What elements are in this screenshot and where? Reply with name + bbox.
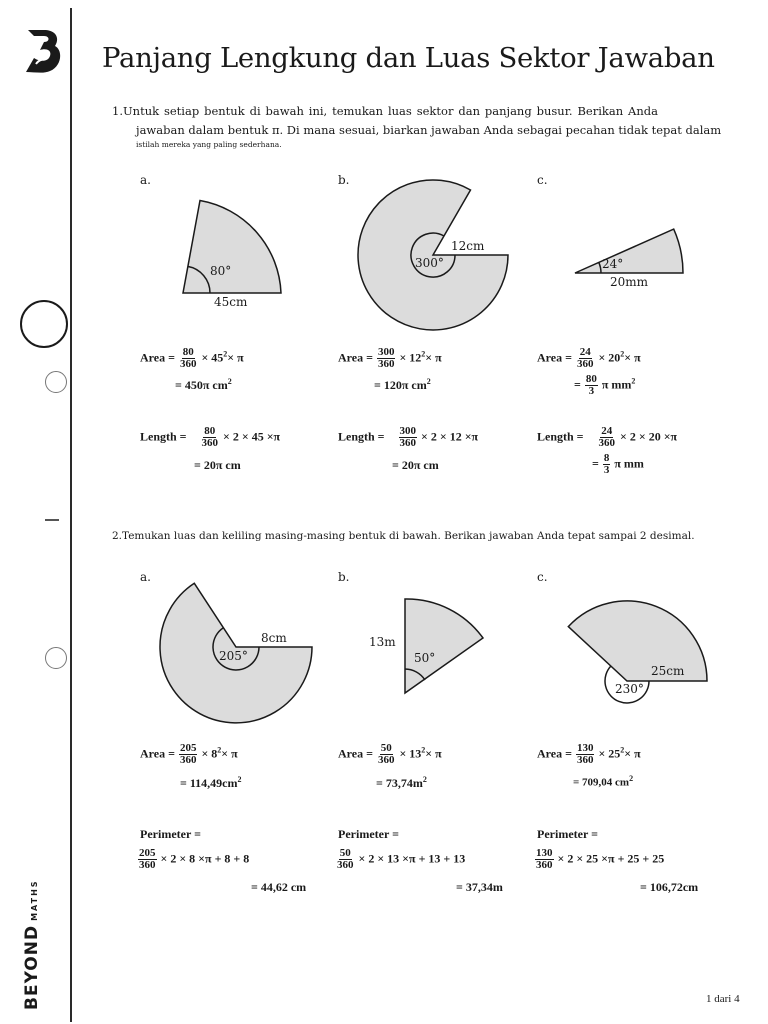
q1c-length-fraction — [598, 426, 617, 449]
q1a-length-fraction — [201, 426, 220, 449]
q1c-area-fraction — [576, 347, 595, 370]
q2a-perimeter-working — [138, 848, 249, 871]
q1a-area-fraction — [179, 347, 198, 370]
q1-instruction-line3: istilah mereka yang paling sederhana. — [136, 140, 282, 149]
binder-hole-small — [45, 371, 67, 393]
fraction-denominator: 360 — [598, 437, 616, 449]
fraction-denominator: 360 — [377, 754, 395, 766]
fraction-denominator: 360 — [201, 437, 219, 449]
area-result-unit: π mm — [601, 377, 632, 392]
q1b-area-label: Area = — [338, 350, 373, 365]
beyond-logo-icon — [22, 28, 62, 74]
q2a-area-label: Area = — [140, 746, 175, 761]
q1c-length-working — [537, 426, 677, 449]
q1c-area-result — [574, 374, 635, 397]
q2a-perimeter-label: Perimeter = — [140, 827, 201, 841]
q2b-area-working — [338, 743, 442, 766]
area-result-text: = 120π cm — [374, 378, 427, 392]
area-expression-end: × π — [425, 746, 442, 761]
fraction-denominator: 360 — [337, 859, 354, 871]
q2a-angle-label: 205° — [219, 649, 248, 663]
q2a-area-working — [140, 743, 238, 766]
q2b-perimeter-label: Perimeter = — [338, 827, 399, 841]
brand-sub-text: MATHS — [30, 879, 39, 921]
q1c-angle-label: 24° — [602, 257, 624, 271]
equals-sign: = — [574, 377, 581, 392]
q2c-perimeter-label: Perimeter = — [537, 827, 598, 841]
q2c-area-working — [537, 743, 641, 766]
q1a-length-result: = 20π cm — [194, 458, 241, 472]
fraction-numerator: 130 — [536, 847, 553, 859]
area-expression-end: × π — [624, 350, 641, 365]
q1a-sector-diagram — [170, 195, 300, 310]
q2a-perimeter-result: = 44,62 cm — [251, 880, 307, 894]
q2a-sector-diagram — [155, 578, 320, 728]
brand-wordmark — [22, 870, 56, 1010]
q2b-perimeter-fraction — [336, 848, 355, 871]
exponent: 2 — [421, 349, 426, 359]
q2c-area-fraction — [576, 743, 595, 766]
q2b-area-result — [376, 775, 427, 791]
fraction-numerator: 50 — [380, 742, 392, 754]
q1a-area-working — [140, 347, 244, 370]
brand-main-text: BEYOND — [22, 924, 42, 1010]
equals-sign: = — [592, 456, 599, 471]
fraction-numerator: 50 — [339, 847, 351, 859]
fraction-numerator: 80 — [204, 425, 216, 437]
q2b-radius-label: 13m — [369, 635, 396, 649]
exponent: 2 — [629, 774, 634, 783]
q2a-radius-label: 8cm — [261, 631, 287, 645]
q1a-area-label: Area = — [140, 350, 175, 365]
binder-hole — [20, 300, 68, 348]
fraction-denominator: 3 — [603, 464, 610, 476]
length-expression: × 2 × 12 ×π — [421, 429, 479, 444]
fraction-numerator: 205 — [139, 847, 156, 859]
area-expression: × 13 — [399, 746, 422, 761]
q1c-length-result — [592, 453, 644, 476]
q1b-length-fraction — [399, 426, 418, 449]
fraction-numerator: 24 — [579, 346, 591, 358]
area-expression-end: × π — [227, 350, 244, 365]
q2b-sector-diagram — [365, 592, 490, 702]
fraction-denominator: 360 — [399, 437, 417, 449]
exponent: 2 — [217, 745, 222, 755]
q1a-length-label: Length = — [140, 429, 187, 444]
exponent: 2 — [631, 376, 636, 386]
q1c-sector-diagram — [570, 215, 695, 295]
fraction-numerator: 130 — [576, 742, 594, 754]
q2b-perimeter-working — [336, 848, 465, 871]
q1a-length-working — [140, 426, 280, 449]
q1b-length-label: Length = — [338, 429, 385, 444]
fraction-numerator: 205 — [179, 742, 197, 754]
q2c-perimeter-result: = 106,72cm — [640, 880, 699, 894]
q2b-area-label: Area = — [338, 746, 373, 761]
q1-instruction-line1: 1.Untuk setiap bentuk di bawah ini, temukan luas sektor dan panjang busur. Berikan Anda — [112, 104, 658, 118]
q1b-angle-label: 300° — [415, 256, 444, 270]
sidebar-divider — [70, 8, 72, 1022]
area-expression: × 20 — [598, 350, 621, 365]
area-expression-end: × π — [221, 746, 238, 761]
q1c-area-result-fraction — [585, 374, 598, 397]
q2a-area-result — [180, 775, 242, 791]
perimeter-expression: × 2 × 8 ×π + 8 + 8 — [160, 851, 250, 866]
q1a-area-result — [175, 377, 232, 393]
q1-instruction-line2: jawaban dalam bentuk π. Di mana sesuai, biarkan jawaban Anda sebagai pecahan tidak tepat dalam — [136, 123, 722, 137]
q2c-area-result — [573, 774, 633, 789]
q1b-area-fraction — [377, 347, 396, 370]
q1c-length-result-fraction — [603, 453, 611, 476]
q1c-length-label: Length = — [537, 429, 584, 444]
q1b-area-result — [374, 377, 431, 393]
fraction-numerator: 80 — [585, 373, 597, 385]
q1a-angle-label: 80° — [210, 264, 232, 278]
area-expression: × 12 — [399, 350, 422, 365]
q2a-area-fraction — [179, 743, 198, 766]
length-expression: × 2 × 45 ×π — [223, 429, 281, 444]
q2-instruction: 2.Temukan luas dan keliling masing-masing bentuk di bawah. Berikan jawaban Anda tepat sampai 2 desimal. — [112, 530, 695, 542]
q1c-area-label: Area = — [537, 350, 572, 365]
q2b-label: b. — [338, 570, 350, 584]
area-expression-end: × π — [425, 350, 442, 365]
q2c-label: c. — [537, 570, 548, 584]
length-expression: × 2 × 20 ×π — [620, 429, 678, 444]
area-result-text: = 450π cm — [175, 378, 228, 392]
q1a-radius-label: 45cm — [214, 295, 248, 309]
binder-hole-small — [45, 647, 67, 669]
q2c-sector-diagram — [560, 595, 715, 710]
fraction-denominator: 360 — [536, 859, 553, 871]
q2b-perimeter-result: = 37,34m — [456, 880, 503, 894]
q2a-perimeter-fraction — [138, 848, 157, 871]
perimeter-expression: × 2 × 13 ×π + 13 + 13 — [358, 851, 466, 866]
q1b-sector-diagram — [350, 178, 515, 333]
q2c-area-label: Area = — [537, 746, 572, 761]
exponent: 2 — [223, 349, 228, 359]
exponent: 2 — [620, 745, 625, 755]
fraction-denominator: 360 — [139, 859, 156, 871]
area-expression: × 25 — [598, 746, 621, 761]
q1b-length-working — [338, 426, 478, 449]
q1b-length-result: = 20π cm — [392, 458, 439, 472]
length-result-unit: π mm — [614, 456, 644, 471]
page-number: 1 dari 4 — [706, 993, 740, 1005]
fraction-numerator: 80 — [182, 346, 194, 358]
area-result-text: = 114,49cm — [180, 776, 238, 790]
area-expression: × 45 — [201, 350, 224, 365]
page-title: Panjang Lengkung dan Luas Sektor Jawaban — [102, 42, 715, 74]
fraction-denominator: 360 — [576, 754, 594, 766]
q1c-area-working — [537, 347, 641, 370]
area-expression: × 8 — [201, 746, 218, 761]
exponent: 2 — [237, 775, 242, 784]
q2b-area-fraction — [377, 743, 396, 766]
fold-mark — [45, 519, 59, 521]
exponent: 2 — [421, 745, 426, 755]
fraction-denominator: 360 — [179, 754, 197, 766]
fraction-denominator: 360 — [179, 358, 197, 370]
q2c-angle-label: 230° — [615, 682, 644, 696]
fraction-numerator: 24 — [601, 425, 613, 437]
area-expression-end: × π — [624, 746, 641, 761]
area-result-text: = 709,04 cm — [573, 776, 630, 789]
fraction-numerator: 300 — [377, 346, 395, 358]
fraction-numerator: 8 — [603, 452, 610, 464]
q2c-radius-label: 25cm — [651, 664, 685, 678]
q1b-area-working — [338, 347, 442, 370]
q2c-perimeter-working — [535, 848, 664, 871]
perimeter-expression: × 2 × 25 ×π + 25 + 25 — [557, 851, 665, 866]
q2b-angle-label: 50° — [414, 651, 436, 665]
fraction-denominator: 3 — [588, 385, 595, 397]
q2c-perimeter-fraction — [535, 848, 554, 871]
q1a-label: a. — [140, 173, 151, 187]
q2a-label: a. — [140, 570, 151, 584]
fraction-denominator: 360 — [377, 358, 395, 370]
q1b-label: b. — [338, 173, 350, 187]
exponent: 2 — [227, 377, 232, 386]
exponent: 2 — [426, 377, 431, 386]
q1b-radius-label: 12cm — [451, 239, 485, 253]
q1c-radius-label: 20mm — [610, 275, 649, 289]
exponent: 2 — [422, 775, 427, 784]
fraction-denominator: 360 — [576, 358, 594, 370]
q1c-label: c. — [537, 173, 548, 187]
area-result-text: = 73,74m — [376, 776, 423, 790]
exponent: 2 — [620, 349, 625, 359]
fraction-numerator: 300 — [399, 425, 417, 437]
